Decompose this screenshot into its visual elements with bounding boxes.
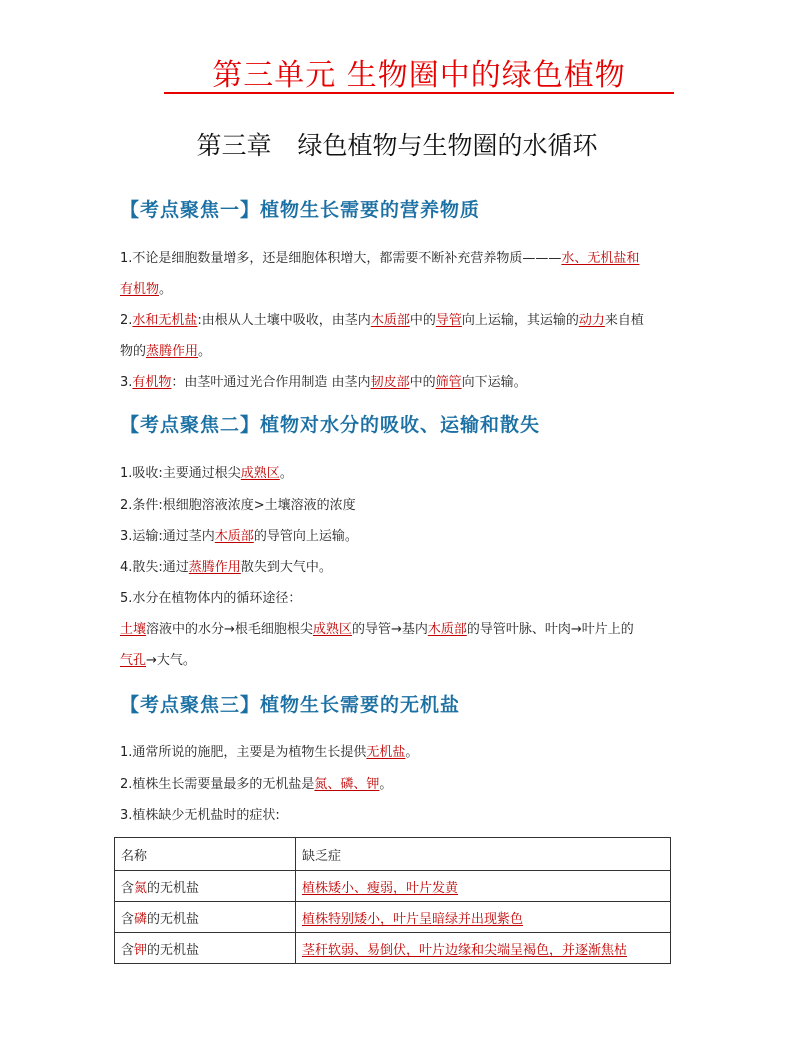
text: 。 xyxy=(198,344,212,359)
answer-text: 筛管 xyxy=(435,375,462,390)
answer-text: 气孔 xyxy=(120,653,147,668)
s2-paragraph-4 xyxy=(120,558,332,578)
answer-text: 木质部 xyxy=(214,529,254,544)
table-header-row xyxy=(115,838,671,871)
s1-paragraph-1 xyxy=(120,249,639,269)
text: 中的 xyxy=(409,313,436,328)
text: 3.运输:通过茎内 xyxy=(120,529,215,544)
deficiency-table xyxy=(114,837,671,964)
s1-paragraph-2 xyxy=(120,311,644,331)
text: 的导管→基内 xyxy=(351,622,428,637)
answer-text: 茎秆软弱、易倒伏，叶片边缘和尖端呈褐色，并逐渐焦枯 xyxy=(302,942,628,958)
text: 2.植株生长需要量最多的无机盐是 xyxy=(120,777,315,792)
table-row xyxy=(115,902,671,933)
text: 3.植株缺少无机盐时的症状: xyxy=(120,808,280,823)
text: 2.条件:根细胞溶液浓度>土壤溶液的浓度 xyxy=(120,498,356,513)
answer-text: 木质部 xyxy=(427,622,467,637)
text: 向下运输。 xyxy=(461,375,527,390)
symptom-cell xyxy=(296,902,671,933)
text: 4.散失:通过 xyxy=(120,560,189,575)
table-header-name: 名称 xyxy=(115,838,296,871)
element-text: 氮 xyxy=(134,880,148,896)
s2-paragraph-6 xyxy=(120,620,634,640)
s2-paragraph-5 xyxy=(120,589,301,609)
chapter-name: 绿色植物与生物圈的水循环 xyxy=(297,131,598,160)
answer-text: 水、无机盐和 xyxy=(561,251,640,266)
text: 5.水分在植物体内的循环途径： xyxy=(120,591,302,606)
text: 含 xyxy=(121,911,135,927)
text: 含 xyxy=(121,880,135,896)
table-row xyxy=(115,871,671,902)
nutrient-cell xyxy=(115,902,296,933)
element-text: 磷 xyxy=(134,911,148,927)
text: 1.通常所说的施肥，主要是为植物生长提供 xyxy=(120,745,367,760)
text: 。 xyxy=(379,777,393,792)
text: 。 xyxy=(279,466,293,481)
section-heading-3: 【考点聚焦三】植物生长需要的无机盐 xyxy=(120,694,461,716)
answer-text: 成熟区 xyxy=(312,622,352,637)
answer-text: 水和无机盐 xyxy=(132,313,198,328)
text: 溶液中的水分→根毛细胞根尖 xyxy=(146,622,313,637)
section-heading-2: 【考点聚焦二】植物对水分的吸收、运输和散失 xyxy=(120,414,541,436)
s2-paragraph-2 xyxy=(120,496,356,516)
text: 。 xyxy=(405,745,419,760)
nutrient-cell xyxy=(115,871,296,902)
answer-text: 土壤 xyxy=(120,622,147,637)
answer-text: 有机物 xyxy=(132,375,172,390)
answer-text: 动力 xyxy=(578,313,605,328)
unit-title: 第三单元 生物圈中的绿色植物 xyxy=(212,58,626,93)
text: 1.吸收:主要通过根尖 xyxy=(120,466,241,481)
text: 来自植 xyxy=(604,313,644,328)
text: 向上运输，其运输的 xyxy=(461,313,579,328)
answer-text: 蒸腾作用 xyxy=(188,560,241,575)
answer-text: 韧皮部 xyxy=(370,375,410,390)
text: 的无机盐 xyxy=(147,942,200,958)
text: 散失到大气中。 xyxy=(240,560,332,575)
text: 含 xyxy=(121,942,135,958)
element-text: 钾 xyxy=(134,942,148,958)
answer-text: 无机盐 xyxy=(366,745,406,760)
text: 中的 xyxy=(409,375,436,390)
s1-paragraph-2-cont xyxy=(120,342,211,362)
symptom-cell xyxy=(296,933,671,964)
text: 的无机盐 xyxy=(147,911,200,927)
text: 1.不论是细胞数量增多，还是细胞体积增大，都需要不断补充营养物质——— xyxy=(120,251,562,266)
table-header-symptom: 缺乏症 xyxy=(296,838,671,871)
text: 物的 xyxy=(120,344,147,359)
answer-text: 有机物 xyxy=(120,282,160,297)
text: 。 xyxy=(159,282,173,297)
answer-text: 成熟区 xyxy=(240,466,280,481)
unit-title-underline xyxy=(164,92,674,94)
nutrient-cell xyxy=(115,933,296,964)
s2-paragraph-6-cont xyxy=(120,651,196,671)
text: ：由茎叶通过光合作用制造 由茎内 xyxy=(171,375,371,390)
chapter-number: 第三章 xyxy=(196,131,272,160)
text: :由根从人土壤中吸收，由茎内 xyxy=(197,313,371,328)
text: 3. xyxy=(120,375,133,390)
table-row xyxy=(115,933,671,964)
text: 的无机盐 xyxy=(147,880,200,896)
answer-text: 植株特别矮小，叶片呈暗绿并出现紫色 xyxy=(302,911,524,927)
s3-paragraph-3 xyxy=(120,806,280,826)
text: 2. xyxy=(120,313,133,328)
symptom-cell xyxy=(296,871,671,902)
s1-paragraph-1-cont xyxy=(120,280,172,300)
answer-text: 植株矮小、瘦弱，叶片发黄 xyxy=(302,880,459,896)
s3-paragraph-1 xyxy=(120,743,418,763)
text: →大气。 xyxy=(146,653,196,668)
answer-text: 木质部 xyxy=(370,313,410,328)
text: 的导管向上运输。 xyxy=(253,529,358,544)
answer-text: 蒸腾作用 xyxy=(146,344,199,359)
s3-paragraph-2 xyxy=(120,775,392,795)
s2-paragraph-1 xyxy=(120,464,293,484)
answer-text: 导管 xyxy=(435,313,462,328)
chapter-title xyxy=(0,128,794,164)
s1-paragraph-3 xyxy=(120,373,527,393)
s2-paragraph-3 xyxy=(120,527,358,547)
answer-text: 氮、磷、钾 xyxy=(314,777,380,792)
text: 的导管叶脉、叶肉→叶片上的 xyxy=(466,622,634,637)
section-heading-1: 【考点聚焦一】植物生长需要的营养物质 xyxy=(120,199,481,221)
